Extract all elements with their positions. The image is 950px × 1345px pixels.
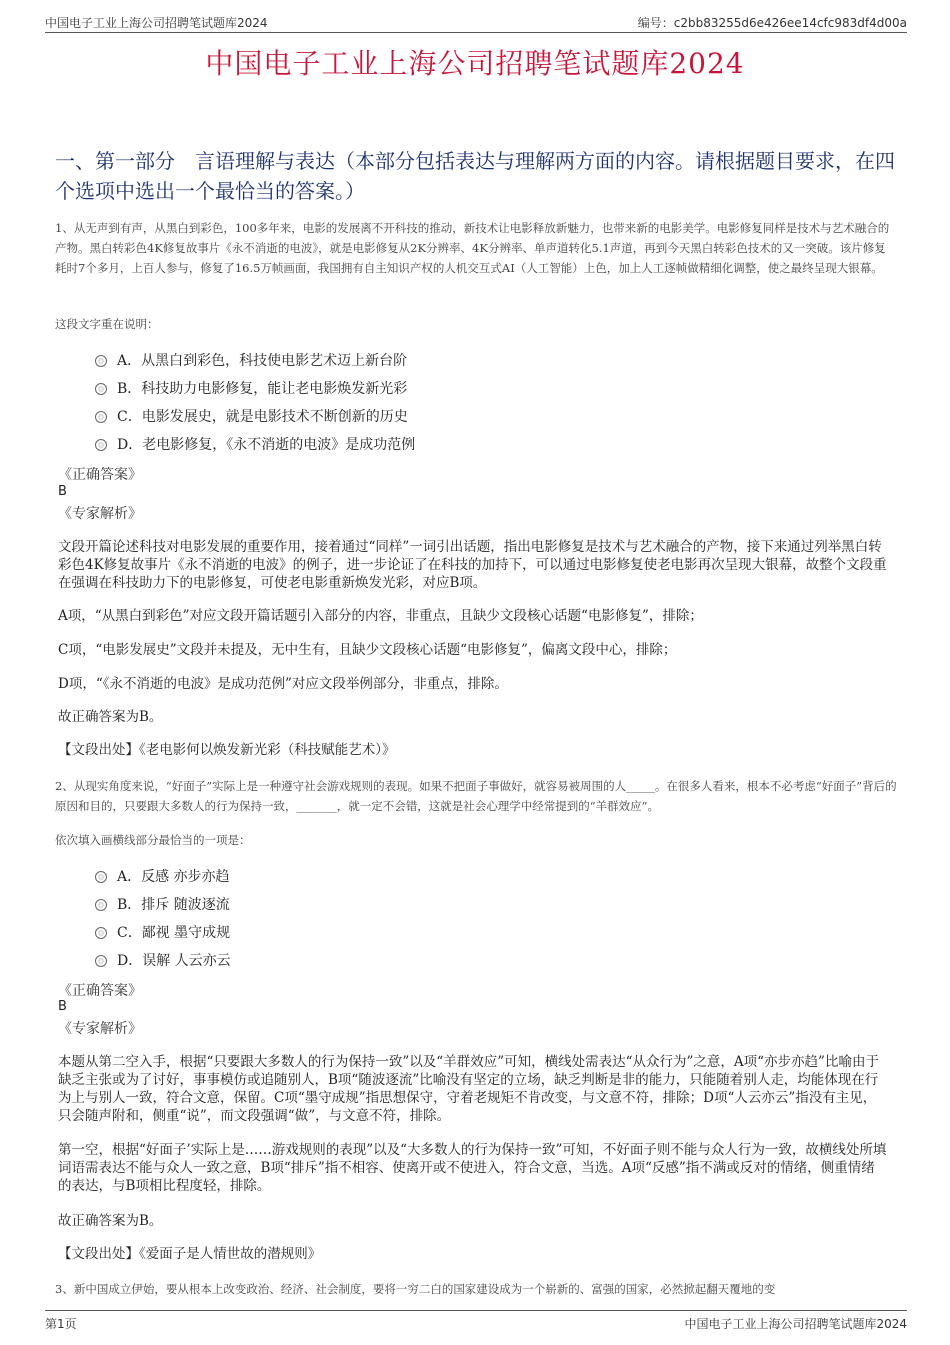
q2-analysis-p2: 第一空，根据“好面子’实际上是……游戏规则的表现”以及“大多数人的行为保持一致”可知，不好面子则不能与众人行为一致，故横线处所填词语需表达不能与众人一致之意，B项“排斥”指不相容、使离开或不使进入，符合文意，当选。A项“反感”指不满或反对的情绪，侧重情绪的表达，与B项相比程度轻，排除。 <box>58 1142 887 1194</box>
q1-stem: 1、从无声到有声，从黑白到彩色，100多年来，电影的发展离不开科技的推动，新技术让电影释放新魅力，也带来新的电影美学。电影修复同样是技术与艺术融合的产物。黑白转彩色4K修复故事片《永不消逝的电波》，就是电影修复从2K分辨率、4K分辨率、单声道转化5.1声道，再到今天黑白转彩色技术的又一突破。该片修复耗时7个多月，上百人参与，修复了16.5万帧画面，我国拥有自主知识产权的人机交互式AI（人工智能）上色，加上人工逐帧做精细化调整，使之最终呈现大银幕。 <box>55 221 890 275</box>
option-label: C．鄙视 墨守成规 <box>117 925 231 941</box>
option-label: B．排斥 随波逐流 <box>117 897 230 913</box>
q1-prompt: 这段文字重在说明： <box>55 317 159 331</box>
q1-option-b[interactable] <box>95 378 407 398</box>
header-doc-id: 编号：c2bb83255d6e426ee14cfc983df4d00a <box>637 16 907 30</box>
q2-stem: 2、从现实角度来说，“好面子”实际上是一种遵守社会游戏规则的表现。如果不把面子事做好，就容易被周围的人_____。在很多人看来，根本不必考虑“好面子”背后的原因和目的，只要跟大多数人的行为保持一致，_______，就一定不会错，这就是社会心理学中经常提到的“羊群效应”。 <box>55 779 897 813</box>
q1-conclusion: 故正确答案为B。 <box>58 709 163 725</box>
footer-doc-title: 中国电子工业上海公司招聘笔试题库2024 <box>684 1317 907 1331</box>
q1-analysis-p4: D项，“《永不消逝的电波》是成功范例”对应文段举例部分，非重点，排除。 <box>58 676 508 692</box>
option-label: A．从黑白到彩色，科技使电影艺术迈上新台阶 <box>117 353 408 369</box>
radio-icon[interactable] <box>95 955 107 967</box>
radio-icon[interactable] <box>95 899 107 911</box>
q1-answer: B <box>58 484 67 499</box>
radio-icon[interactable] <box>95 871 107 883</box>
q1-analysis-label: 《专家解析》 <box>58 506 142 522</box>
q1-option-c[interactable] <box>95 406 408 426</box>
q2-answer: B <box>58 999 67 1014</box>
page-number: 第1页 <box>45 1317 77 1331</box>
q2-prompt: 依次填入画横线部分最恰当的一项是： <box>55 833 251 847</box>
page-title: 中国电子工业上海公司招聘笔试题库2024 <box>205 47 745 80</box>
radio-icon[interactable] <box>95 927 107 939</box>
q2-analysis-label: 《专家解析》 <box>58 1021 142 1037</box>
page-header <box>45 10 907 33</box>
q1-analysis-p3: C项，“电影发展史”文段并未提及，无中生有，且缺少文段核心话题“电影修复”，偏离文段中心，排除； <box>58 642 677 658</box>
option-label: B．科技助力电影修复，能让老电影焕发新光彩 <box>117 381 408 397</box>
q1-answer-label: 《正确答案》 <box>58 467 142 483</box>
q2-conclusion: 故正确答案为B。 <box>58 1213 163 1229</box>
option-label: D．误解 人云亦云 <box>117 953 231 969</box>
option-label: D．老电影修复，《永不消逝的电波》是成功范例 <box>117 437 416 453</box>
q3-stem: 3、新中国成立伊始，要从根本上改变政治、经济、社会制度，要将一穷二白的国家建设成为一个崭新的、富强的国家，必然掀起翻天覆地的变 <box>55 1282 776 1296</box>
option-label: C．电影发展史，就是电影技术不断创新的历史 <box>117 409 408 425</box>
q2-option-d[interactable] <box>95 950 231 970</box>
option-label: A．反感 亦步亦趋 <box>117 869 230 885</box>
q2-option-a[interactable] <box>95 866 230 886</box>
q2-analysis-p1: 本题从第二空入手，根据“只要跟大多数人的行为保持一致”以及“羊群效应”可知，横线处需表达“从众行为”之意，A项“亦步亦趋”比喻由于缺乏主张或为了讨好，事事模仿或追随别人，B项“随波逐流”比喻没有坚定的立场，缺乏判断是非的能力，只能随着别人走，均能体现在行为上与别人一致，符合文意，保留。C项“墨守成规”指思想保守，守着老规矩不肯改变，与文意不符，排除；D项“人云亦云”指没有主见，只会随声附和，侧重“说”，而文段强调“做”，与文意不符，排除。 <box>58 1054 879 1124</box>
q2-option-c[interactable] <box>95 922 230 942</box>
header-doc-title: 中国电子工业上海公司招聘笔试题库2024 <box>45 16 268 30</box>
q2-option-b[interactable] <box>95 894 230 914</box>
page-footer <box>45 1310 907 1331</box>
q1-source: 【文段出处】《老电影何以焕发新光彩（科技赋能艺术）》 <box>58 742 396 758</box>
radio-icon[interactable] <box>95 383 107 395</box>
radio-icon[interactable] <box>95 355 107 367</box>
q1-analysis-p2: A项，“从黑白到彩色”对应文段开篇话题引入部分的内容，非重点，且缺少文段核心话题“电影修复”，排除； <box>58 608 703 624</box>
section-heading: 一、第一部分 言语理解与表达（本部分包括表达与理解两方面的内容。请根据题目要求，在四个选项中选出一个最恰当的答案。） <box>55 149 895 203</box>
radio-icon[interactable] <box>95 411 107 423</box>
q2-source: 【文段出处】《爱面子是人情世故的潜规则》 <box>58 1246 322 1262</box>
q2-answer-label: 《正确答案》 <box>58 983 142 999</box>
q1-analysis-p1: 文段开篇论述科技对电影发展的重要作用，接着通过“同样”一词引出话题，指出电影修复是技术与艺术融合的产物，接下来通过列举黑白转彩色4K修复故事片《永不消逝的电波》的例子，进一步论证了在科技的加持下，可以通过电影修复使老电影再次呈现大银幕，故整个文段重在强调在科技助力下的电影修复，可使老电影重新焕发光彩，对应B项。 <box>58 539 887 591</box>
q1-option-d[interactable] <box>95 434 415 454</box>
radio-icon[interactable] <box>95 439 107 451</box>
q1-option-a[interactable] <box>95 350 407 370</box>
